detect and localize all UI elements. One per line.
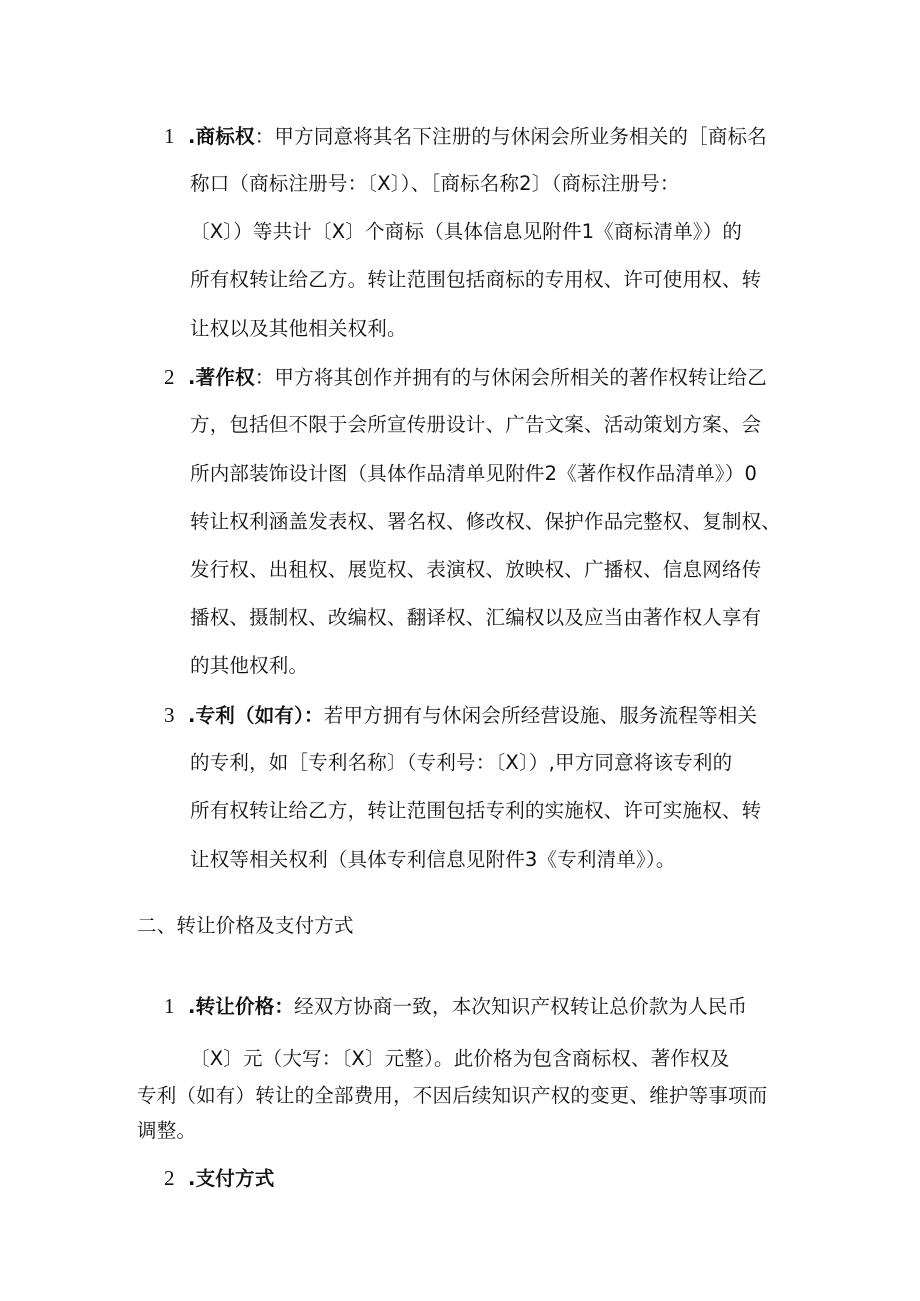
item3-line-3: 所有权转让给乙方，转让范围包括专利的实施权、许可实施权、转 <box>190 799 762 822</box>
item2-line-3: 所内部装饰设计图（具体作品清单见附件2《著作权作品清单》）0 <box>190 462 758 485</box>
price-line-3: 专利（如有）转让的全部费用，不因后续知识产权的变更、维护等事项而 <box>137 1084 768 1107</box>
price-number: 1 <box>164 994 175 1018</box>
price-line-4: 调整。 <box>137 1119 197 1142</box>
item3-line-4: 让权等相关权利（具体专利信息见附件3《专利清单》）。 <box>190 848 676 871</box>
item2-line-2: 方，包括但不限于会所宣传册设计、广告文案、活动策划方案、会 <box>190 413 762 436</box>
item1-line-2: 称口（商标注册号：〔X〕）、［商标名称2〕（商标注册号： <box>190 172 680 195</box>
item3-line-2: 的专利，如［专利名称〕（专利号：〔X〕）,甲方同意将该专利的 <box>190 751 733 774</box>
price-first-line <box>164 992 747 1021</box>
item2-title: .著作权 <box>188 366 255 389</box>
payment-line <box>164 1164 274 1193</box>
item1-line-3: 〔X〕）等共计〔X〕个商标（具体信息见附件1《商标清单》）的 <box>190 220 743 243</box>
item2-number: 2 <box>164 365 175 389</box>
item3-title: .专利（如有）： <box>188 704 324 727</box>
item2-line-1: ：甲方将其创作并拥有的与休闲会所相关的著作权转让给乙 <box>254 366 767 389</box>
item2-line-5: 发行权、出租权、展览权、表演权、放映权、广播权、信息网络传 <box>190 558 762 581</box>
item2-line-6: 播权、摄制权、改编权、翻译权、汇编权以及应当由著作权人享有 <box>190 606 762 629</box>
price-line-2: 〔X〕元（大写：〔X〕元整）。此价格为包含商标权、著作权及 <box>190 1047 730 1070</box>
item3-first-line <box>164 701 757 730</box>
item2-line-7: 的其他权利。 <box>190 654 309 677</box>
item3-line-1: 若甲方拥有与休闲会所经营设施、服务流程等相关 <box>323 704 758 727</box>
item2-first-line <box>164 363 767 392</box>
item3-number: 3 <box>164 703 175 727</box>
item2-line-4: 转让权利涵盖发表权、署名权、修改权、保护作品完整权、复制权、 <box>190 510 782 533</box>
payment-title: .支付方式 <box>188 1167 275 1190</box>
price-title: .转让价格： <box>188 995 295 1018</box>
price-line-1: 经双方协商一致，本次知识产权转让总价款为人民币 <box>294 995 748 1018</box>
section-heading: 二、转让价格及支付方式 <box>137 914 354 937</box>
item1-line-5: 让权以及其他相关权利。 <box>190 317 407 340</box>
payment-number: 2 <box>164 1166 175 1190</box>
item1-first-line <box>164 122 767 151</box>
item1-number: 1 <box>164 124 175 148</box>
item1-title: .商标权 <box>188 125 255 148</box>
item1-line-4: 所有权转让给乙方。转让范围包括商标的专用权、许可使用权、转 <box>190 268 762 291</box>
item1-line-1: ：甲方同意将其名下注册的与休闲会所业务相关的［商标名 <box>254 125 767 148</box>
